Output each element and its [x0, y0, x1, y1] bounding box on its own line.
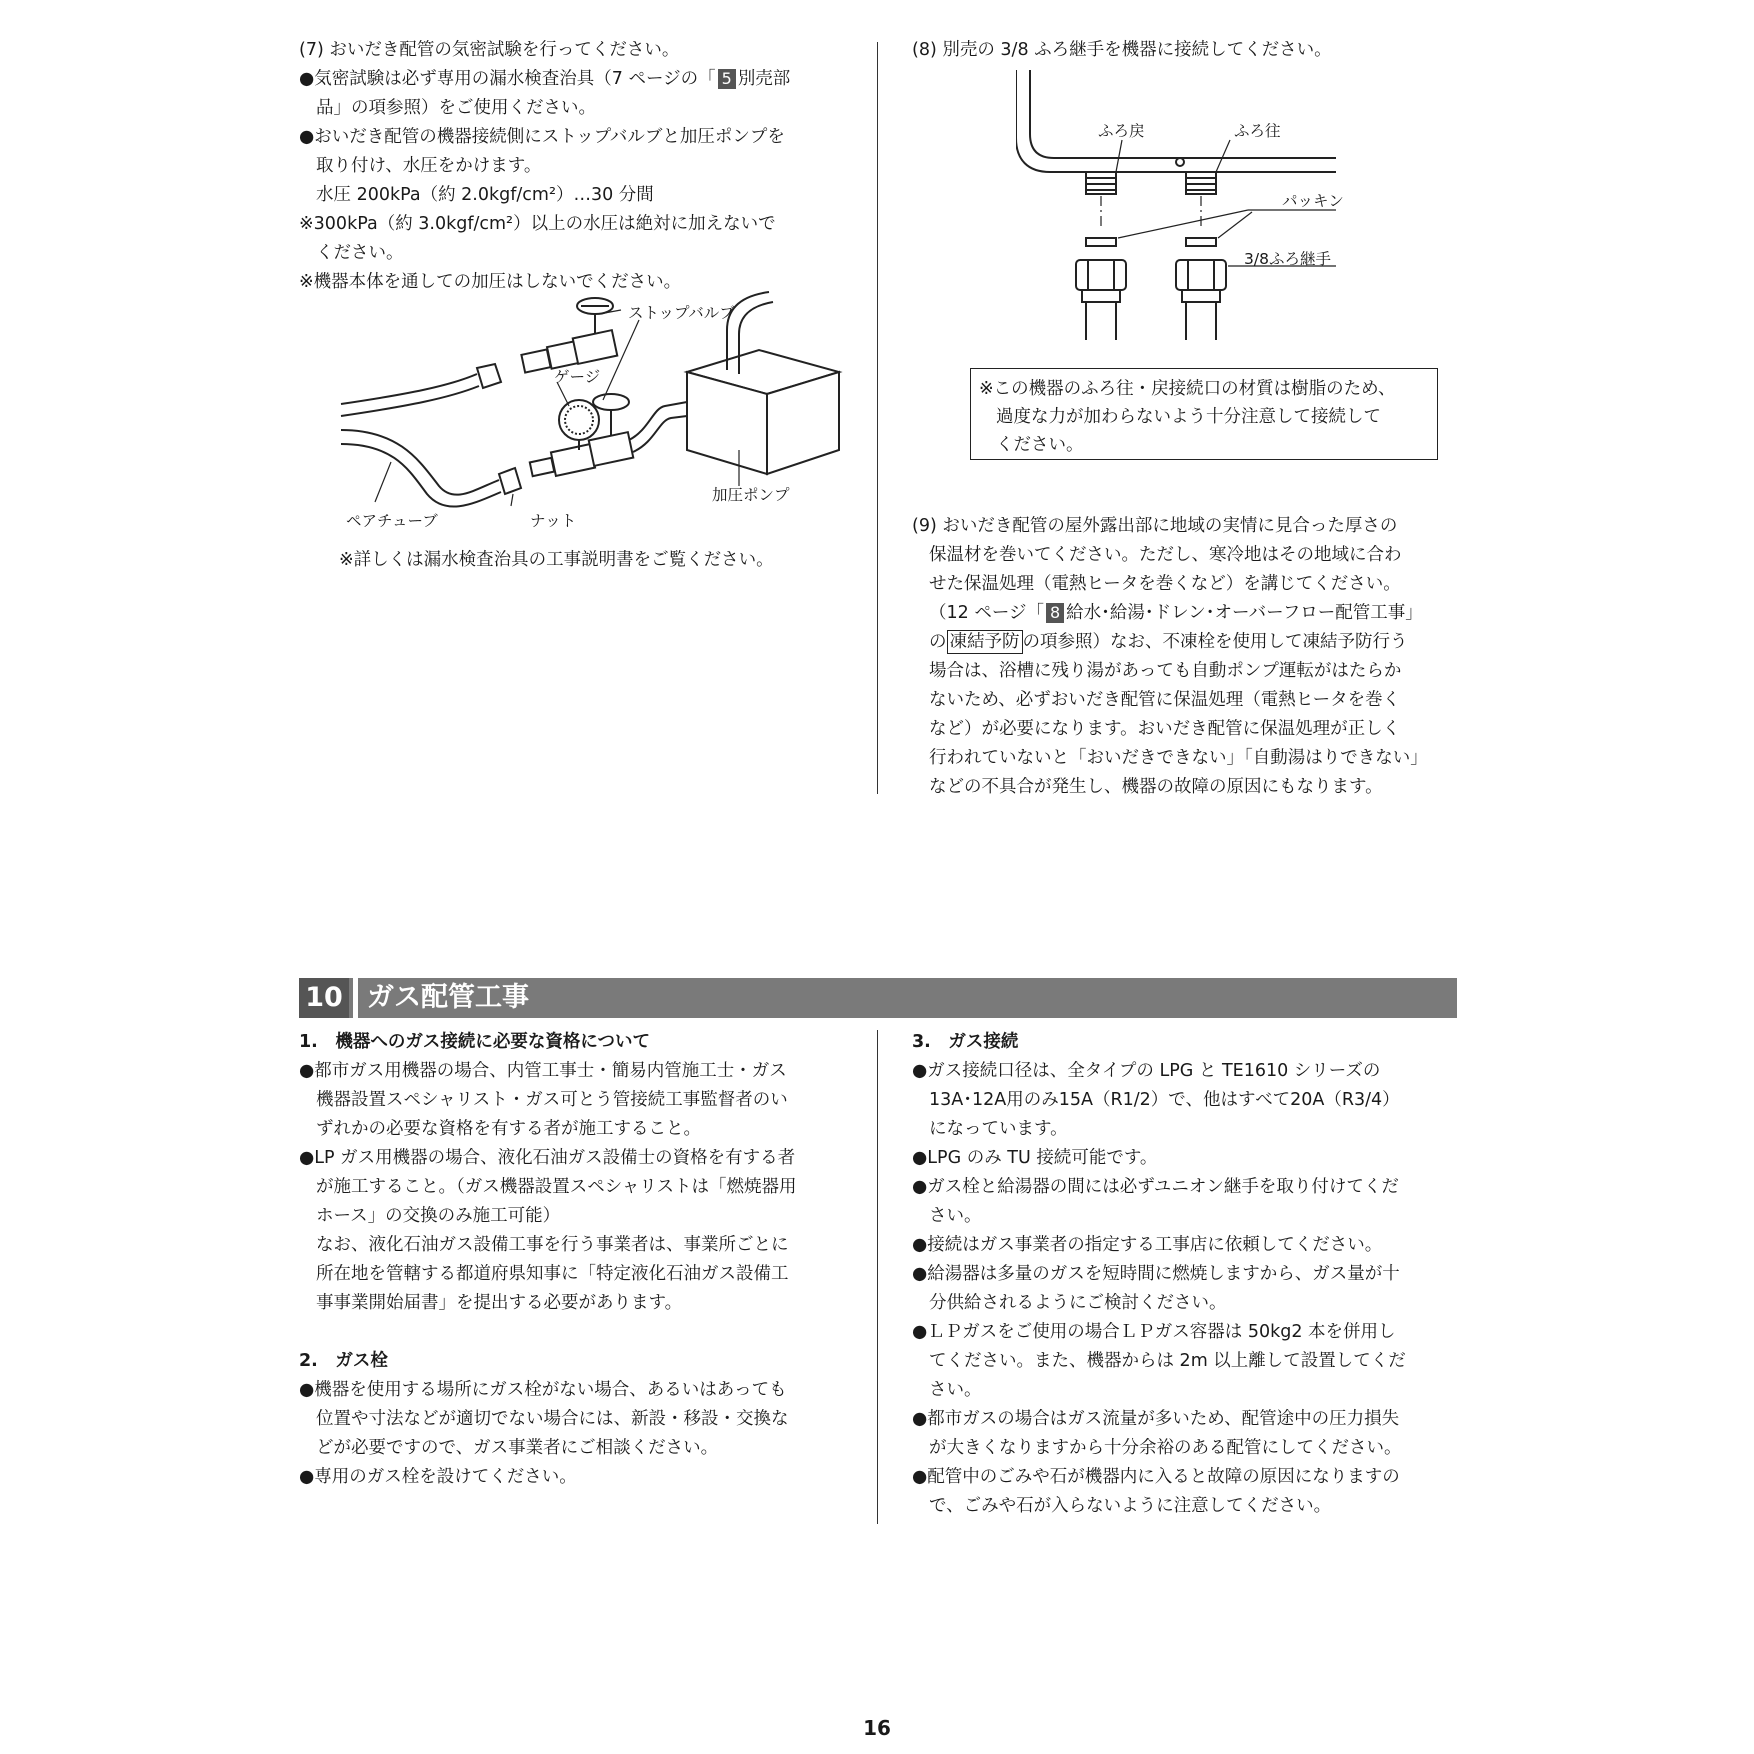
- lower-left-column: 1. 機器へのガス接続に必要な資格について ●都市ガス用機器の場合、内管工事士・簡易内管施工士・ガス 機器設置スペシャリスト・ガス可とう管接続工事監督者のい ずれかの必要な資格を有する者が施工すること。 ●LP ガス用機器の場合、液化石油ガス設備士の資格を有する者 が施工すること。（ガス機器設置スペシャリストは「燃焼器用 ホース」の交換のみ施工可能） なお、液化石油ガス設備工事を行う事業者は、事業所ごとに 所在地を管轄する都道府県知事に「特定液化石油ガス設備工 事事業開始届書」を提出する必要があります。 2. ガス栓 ●機器を使用する場所にガス栓がない場合、あるいはあっても 位置や寸法などが適切でない場合には、新設・移設・交換な どが必要ですので、ガス事業者にご相談ください。 ●専用のガス栓を設けてください。: [299, 1028, 864, 1492]
- bullet-lp-gas: ●LP ガス用機器の場合、液化石油ガス設備士の資格を有する者: [299, 1148, 796, 1168]
- label-bath-supply: ふろ往: [1234, 122, 1281, 140]
- label-gauge: ゲージ: [554, 368, 601, 386]
- figure-note: ※詳しくは漏水検査治具の工事説明書をご覧ください。: [339, 550, 774, 570]
- bullet-stop-valve: ●おいだき配管の機器接続側にストップバルブと加圧ポンプを: [299, 127, 785, 147]
- ref-badge-8: 8: [1046, 603, 1064, 623]
- section-title: ガス配管工事: [367, 982, 529, 1013]
- item9-heading: (9) おいだき配管の屋外露出部に地域の実情に見合った厚さの: [912, 516, 1398, 536]
- label-pump: 加圧ポンプ: [712, 486, 790, 504]
- bullet-contractor: ●接続はガス事業者の指定する工事店に依頼してください。: [912, 1235, 1383, 1255]
- column-divider-top: [877, 42, 878, 794]
- subsection-1-heading: 1. 機器へのガス接続に必要な資格について: [299, 1032, 650, 1052]
- label-bath-joint: 3/8ふろ継手: [1244, 250, 1331, 268]
- water-pressure: 水圧 200kPa（約 2.0kgf/cm²）…30 分間: [316, 185, 654, 205]
- section-number: 10: [299, 978, 349, 1018]
- subsection-3-heading: 3. ガス接続: [912, 1032, 1019, 1052]
- item9-block: (9) おいだき配管の屋外露出部に地域の実情に見合った厚さの 保温材を巻いてください。ただし、寒冷地はその地域に合わ せた保温処理（電熱ヒータを巻くなど）を講じてください。 （12 ページ「 8 給水･給湯･ドレン･オーバーフロー配管工事」 の 凍結予防 の項参照）なお、不凍栓を使用して凍結予防行う 場合は、浴槽に残り湯があっても自動ポンプ運転がはたらか ないため、必ずおいだき配管に保温処理（電熱ヒータを巻く など）が必要になります。おいだき配管に保温処理が正しく 行われていないと「おいだきできない」「自動湯はりできない」 などの不具合が発生し、機器の故障の原因にもなります。: [912, 512, 1472, 802]
- section-header: [299, 978, 1457, 1018]
- bullet-lp-container: ●ＬＰガスをご使用の場合ＬＰガス容器は 50kg2 本を併用し: [912, 1322, 1396, 1342]
- note-300kpa: ※300kPa（約 3.0kgf/cm²）以上の水圧は絶対に加えないで: [299, 214, 776, 234]
- ref-badge-5: 5: [718, 69, 736, 89]
- page-number: 16: [863, 1716, 891, 1740]
- bullet-airtight: ●気密試験は必ず専用の漏水検査治具（7 ページの「 5 別売部: [299, 69, 791, 89]
- bullet-tu: ●LPG のみ TU 接続可能です。: [912, 1148, 1158, 1168]
- bullet-union: ●ガス栓と給湯器の間には必ずユニオン継手を取り付けてくだ: [912, 1177, 1399, 1197]
- column-divider-bottom: [877, 1030, 878, 1524]
- bath-joint-diagram: [1016, 70, 1356, 360]
- label-packing: パッキン: [1282, 192, 1344, 210]
- label-bath-return: ふろ戻: [1098, 122, 1145, 140]
- subsection-2-heading: 2. ガス栓: [299, 1351, 388, 1371]
- section-separator: [353, 978, 358, 1018]
- bullet-supply: ●給湯器は多量のガスを短時間に燃焼しますから、ガス量が十: [912, 1264, 1400, 1284]
- bullet-gas-valve: ●機器を使用する場所にガス栓がない場合、あるいはあっても: [299, 1380, 787, 1400]
- lower-right-column: 3. ガス接続 ●ガス接続口径は、全タイプの LPG と TE1610 シリーズの 13A･12A用のみ15A（R1/2）で、他はすべて20A（R3/4） になっています。 ●LPG のみ TU 接続可能です。 ●ガス栓と給湯器の間には必ずユニオン継手を取り付けてくだ さい。 ●接続はガス事業者の指定する工事店に依頼してください。 ●給湯器は多量のガスを短時間に燃焼しますから、ガス量が十 分供給されるようにご検討ください。 ●ＬＰガスをご使用の場合ＬＰガス容器は 50kg2 本を併用し てください。また、機器からは 2m 以上離して設置してくだ さい。 ●都市ガスの場合はガス流量が多いため、配管途中の圧力損失 が大きくなりますから十分余裕のある配管にしてください。 ●配管中のごみや石が機器内に入ると故障の原因になりますの で、ごみや石が入らないように注意してください。: [912, 1028, 1472, 1521]
- left-top-column: (7) おいだき配管の気密試験を行ってください。 ●気密試験は必ず専用の漏水検査治具（7 ページの「 5 別売部 品」の項参照）をご使用ください。 ●おいだき配管の機器接続側にストップバルブと加圧ポンプを 取り付け、水圧をかけます。 水圧 200kPa（約 2.0kgf/cm²）…30 分間 ※300kPa（約 3.0kgf/cm²）以上の水圧は絶対に加えないで ください。 ※機器本体を通しての加圧はしないでください。: [299, 36, 859, 297]
- item7-heading: (7) おいだき配管の気密試験を行ってください。: [299, 40, 680, 60]
- bullet-connection-size: ●ガス接続口径は、全タイプの LPG と TE1610 シリーズの: [912, 1061, 1381, 1081]
- label-pair-tube: ペアチューブ: [346, 512, 438, 530]
- item8-heading: (8) 別売の 3/8 ふろ継手を機器に接続してください。: [912, 40, 1332, 60]
- label-stop-valve: ストップバルブ: [628, 304, 735, 322]
- bullet-debris: ●配管中のごみや石が機器内に入ると故障の原因になりますの: [912, 1467, 1400, 1487]
- bullet-city-gas: ●都市ガス用機器の場合、内管工事士・簡易内管施工士・ガス: [299, 1061, 787, 1081]
- material-caution-box: ※この機器のふろ往・戻接続口の材質は樹脂のため、 過度な力が加わらないよう十分注意して接続して ください。: [970, 368, 1438, 460]
- note-no-pressure: ※機器本体を通しての加圧はしないでください。: [299, 272, 682, 292]
- bullet-dedicated-valve: ●専用のガス栓を設けてください。: [299, 1467, 577, 1487]
- bullet-pressure-loss: ●都市ガスの場合はガス流量が多いため、配管途中の圧力損失: [912, 1409, 1400, 1429]
- ref-frame-freeze: 凍結予防: [947, 630, 1023, 654]
- label-nut: ナット: [530, 512, 577, 530]
